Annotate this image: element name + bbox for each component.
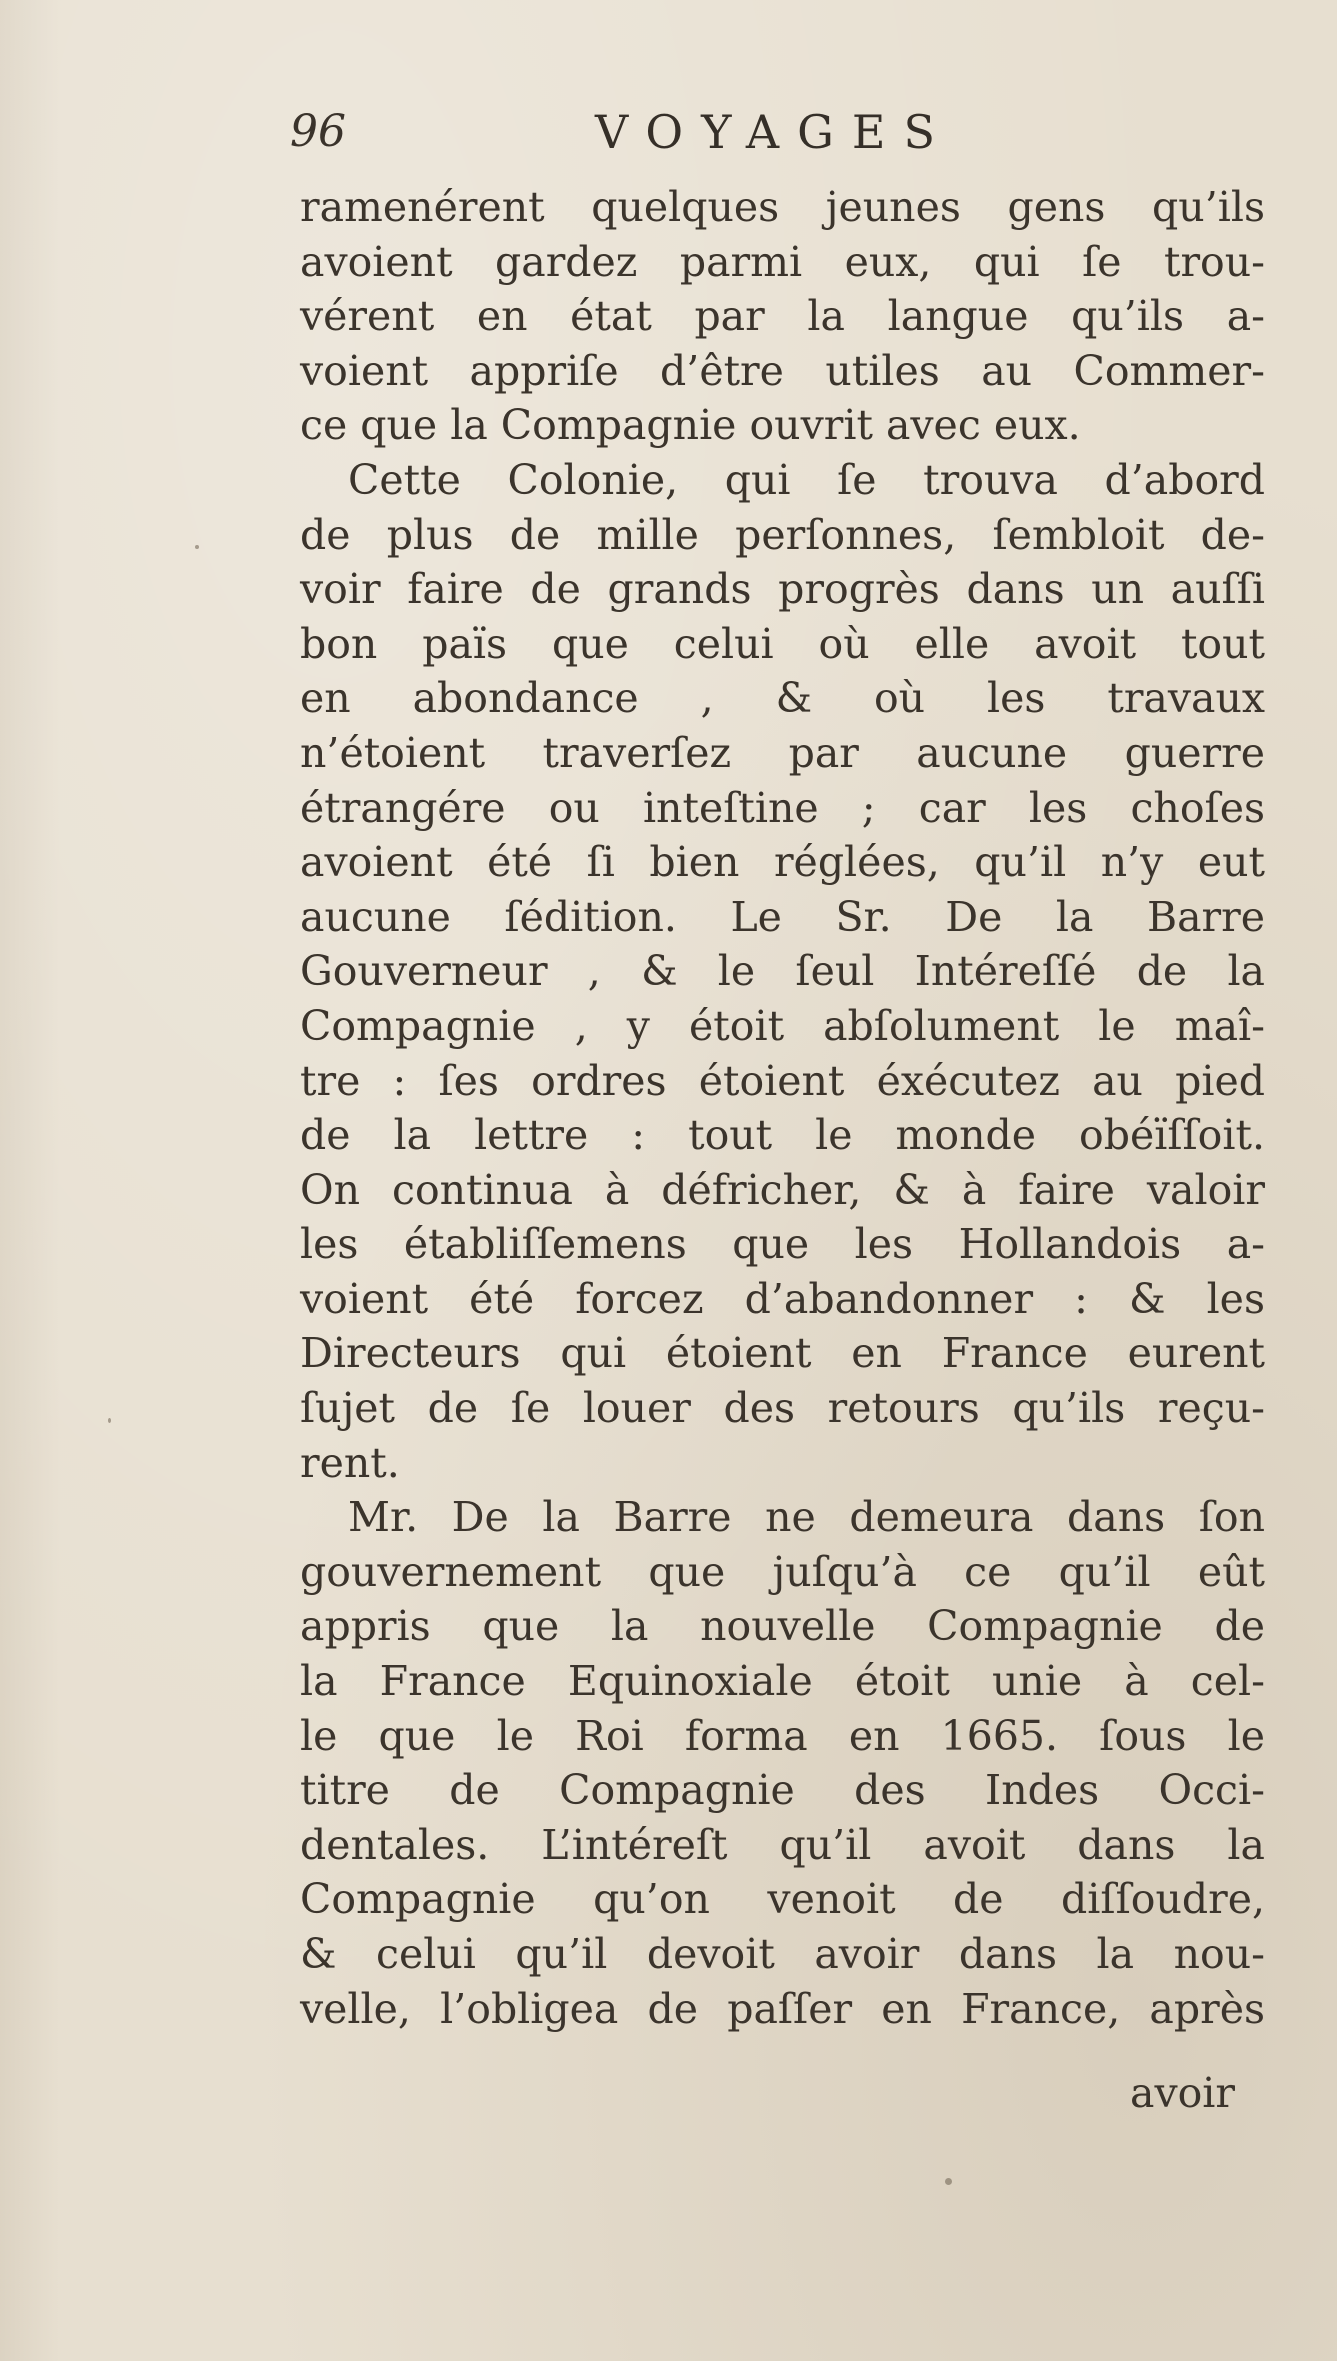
text-line: Mr. De la Barre ne demeura dans ſon	[348, 1493, 1265, 1542]
paper-speck	[195, 545, 199, 549]
text-line: ſujet de ſe louer des retours qu’ils reçu-	[300, 1384, 1265, 1433]
text-line: dentales. L’intéreſt qu’il avoit dans la	[300, 1820, 1265, 1869]
text-line: bon païs que celui où elle avoit tout	[300, 619, 1265, 668]
text-line: tre : ſes ordres étoient éxécutez au pied	[300, 1056, 1265, 1105]
text-line: de la lettre : tout le monde obéïſſoit.	[300, 1111, 1265, 1160]
text-line: de plus de mille perſonnes, ſembloit de-	[300, 510, 1265, 559]
page-header	[290, 102, 1280, 162]
text-line: appris que la nouvelle Compagnie de	[300, 1602, 1265, 1651]
text-line: ramenérent quelques jeunes gens qu’ils	[300, 183, 1265, 231]
text-line: n’étoient traverſez par aucune guerre	[300, 728, 1265, 777]
text-line: rent.	[300, 1438, 400, 1487]
text-line: Compagnie , y étoit abſolument le maî-	[300, 1001, 1265, 1050]
text-line: titre de Compagnie des Indes Occi-	[300, 1766, 1265, 1815]
text-line: le que le Roi forma en 1665. ſous le	[300, 1711, 1265, 1760]
catchword: avoir	[1130, 2069, 1236, 2117]
text-line: la France Equinoxiale étoit unie à cel-	[300, 1657, 1265, 1706]
text-line: étrangére ou inteſtine ; car les choſes	[300, 783, 1265, 832]
text-line: avoient gardez parmi eux, qui ſe trou-	[300, 237, 1265, 286]
text-line: en abondance , & où les travaux	[300, 674, 1265, 723]
paper-speck	[945, 2178, 952, 2185]
text-line: Gouverneur , & le ſeul Intéreſſé de la	[300, 947, 1265, 996]
text-line: voient été forcez d’abandonner : & les	[300, 1274, 1265, 1323]
body-text	[300, 180, 1265, 2036]
text-line: avoient été ſi bien réglées, qu’il n’y eut	[300, 838, 1265, 887]
text-line: vérent en état par la langue qu’ils a-	[300, 292, 1265, 341]
text-line: voir faire de grands progrès dans un auſſi	[300, 565, 1265, 614]
text-line: & celui qu’il devoit avoir dans la nou-	[300, 1930, 1265, 1978]
text-line: velle, l’obligea de paſſer en France, après	[300, 1984, 1265, 2033]
text-line: Compagnie qu’on venoit de diſſoudre,	[300, 1875, 1265, 1924]
text-line: ce que la Compagnie ouvrit avec eux.	[300, 401, 1081, 450]
text-line: voient appriſe d’être utiles au Commer-	[300, 346, 1265, 395]
text-line: gouvernement que juſqu’à ce qu’il eût	[300, 1547, 1265, 1596]
running-head: VOYAGES	[595, 105, 953, 159]
text-line: Cette Colonie, qui ſe trouva d’abord	[348, 455, 1265, 504]
text-line: aucune ſédition. Le Sr. De la Barre	[300, 892, 1265, 941]
text-line: Directeurs qui étoient en France eurent	[300, 1329, 1265, 1378]
paper-speck	[108, 1418, 111, 1423]
page-number: 96	[290, 106, 346, 157]
text-line: On continua à défricher, & à faire valoir	[300, 1165, 1265, 1214]
text-line: les établiſſemens que les Hollandois a-	[300, 1220, 1265, 1269]
